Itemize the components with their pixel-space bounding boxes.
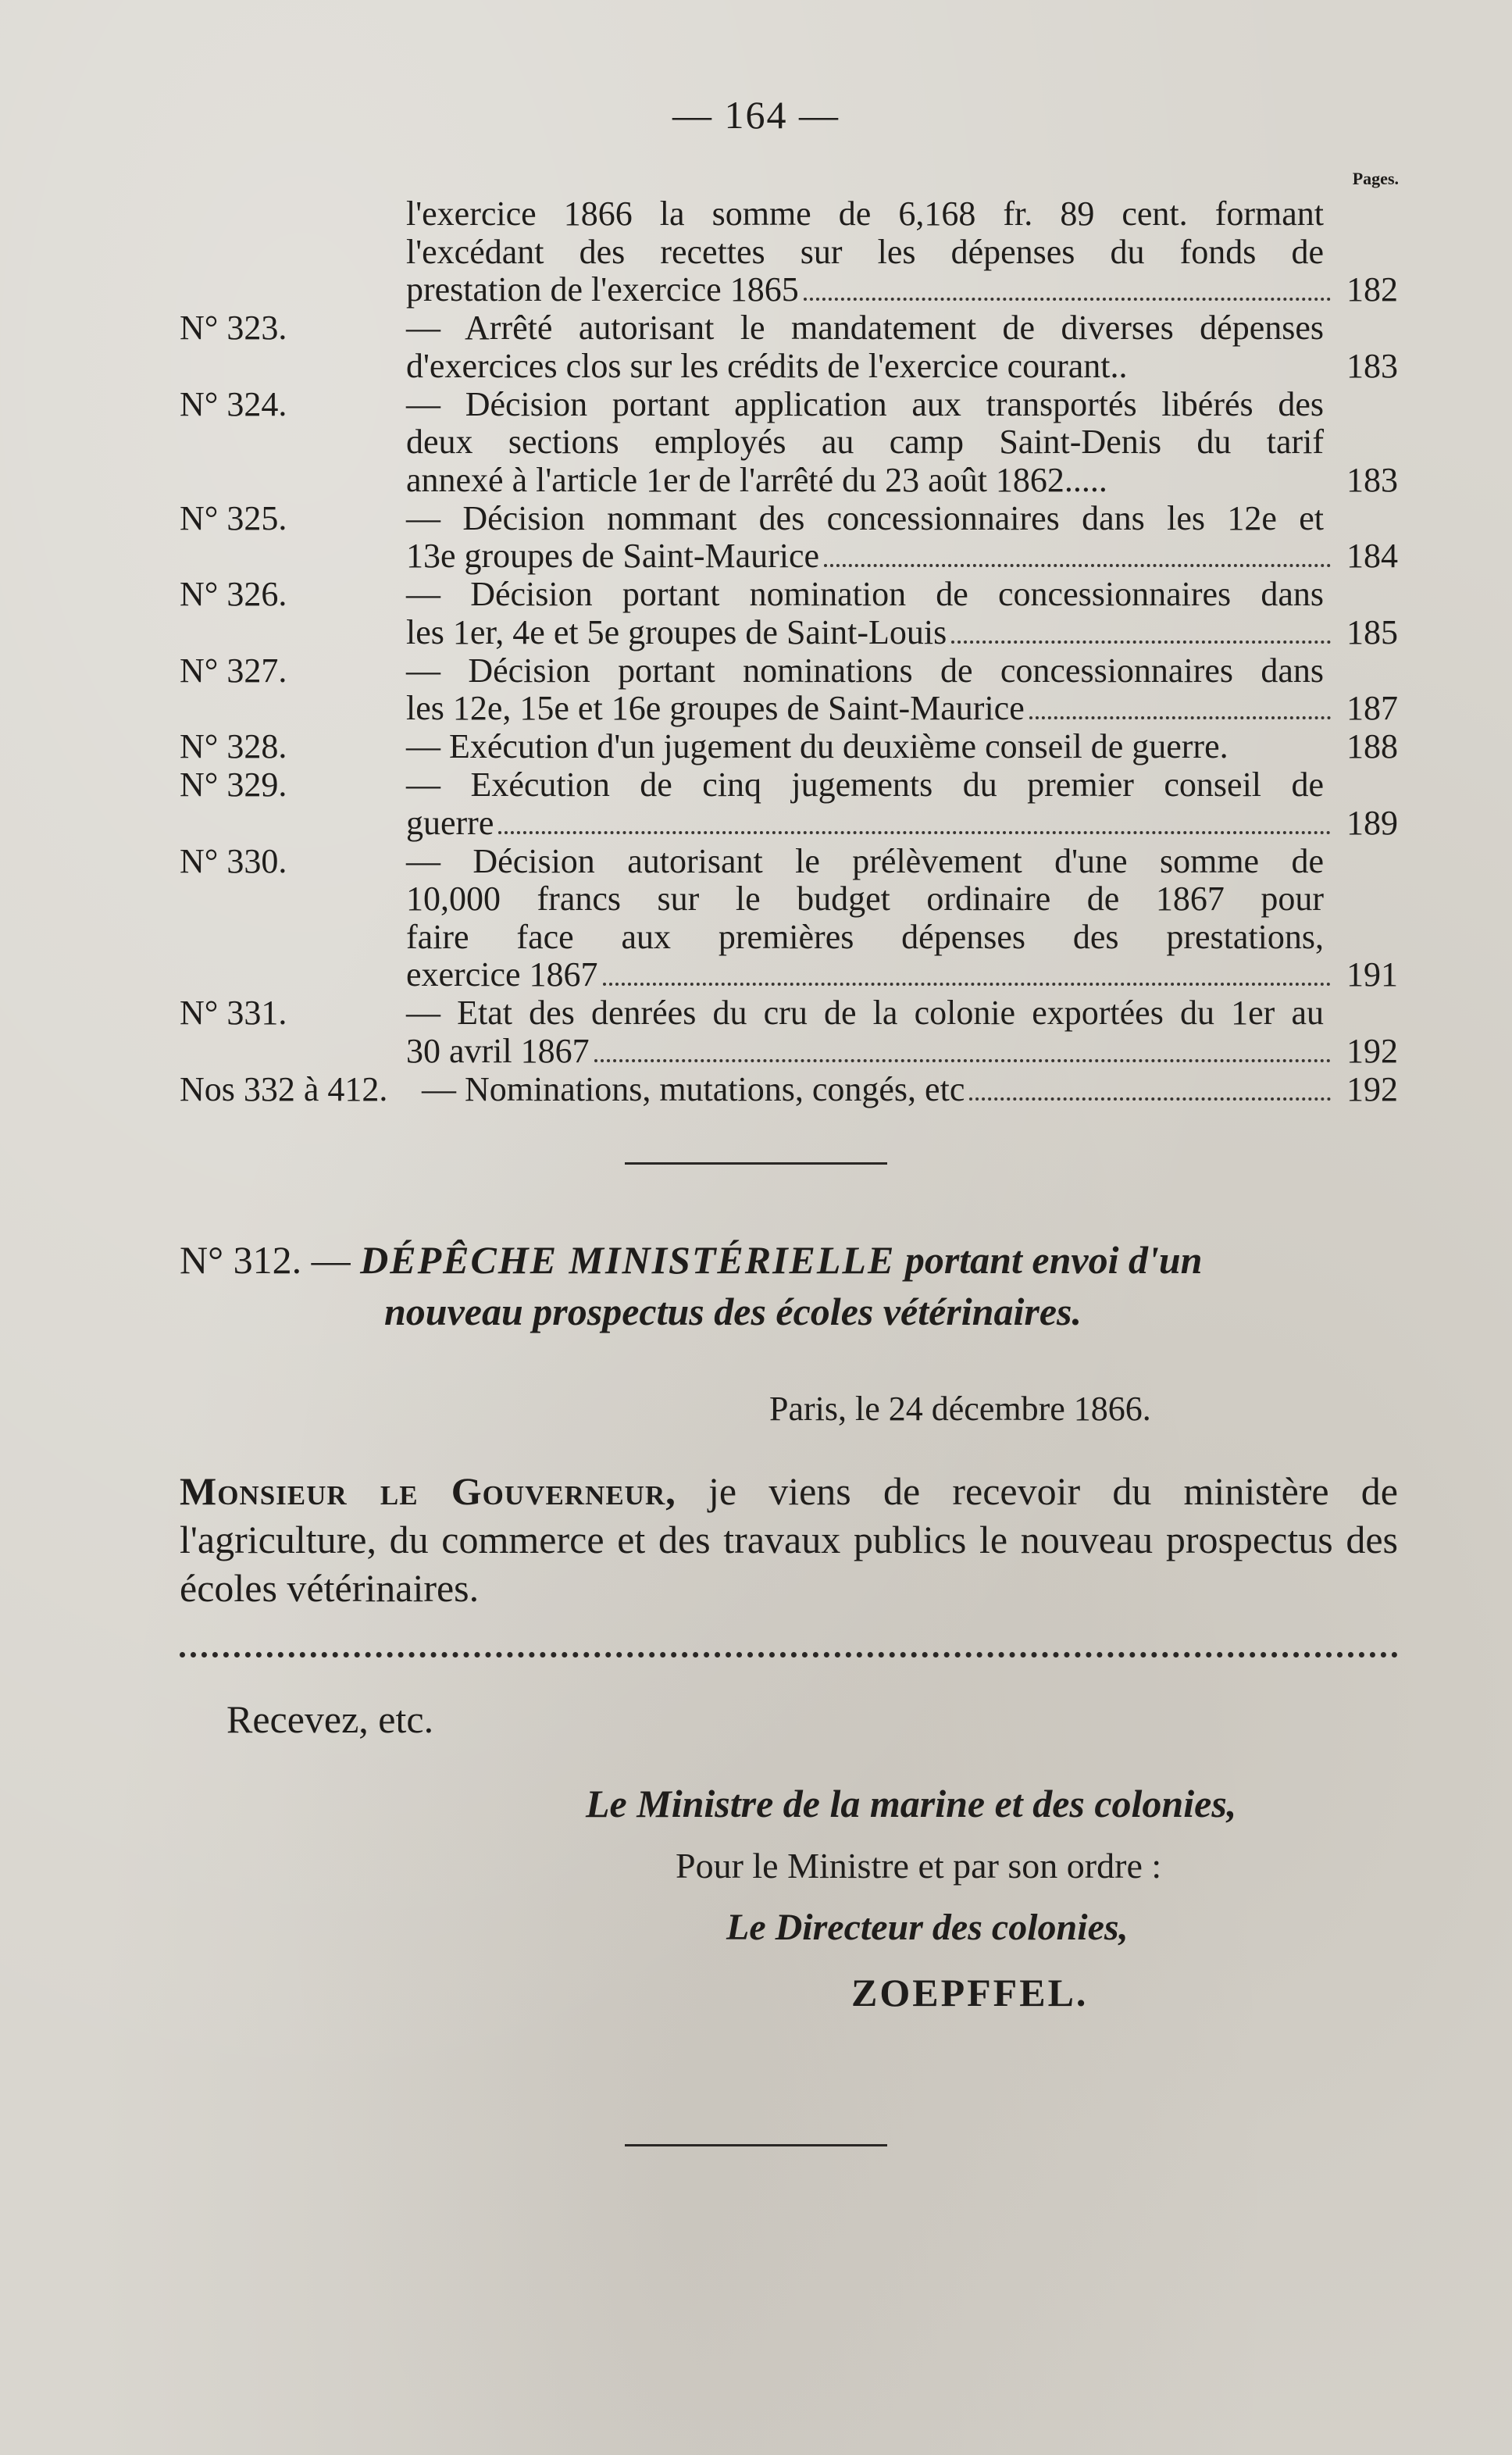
toc-line-text: exercice 1867 xyxy=(406,955,598,994)
divider-rule-bottom xyxy=(625,2144,887,2146)
dot-leader xyxy=(804,298,1331,301)
table-of-contents xyxy=(180,195,1398,1109)
toc-page-number: 183 xyxy=(1346,346,1398,385)
heading-dash: — xyxy=(311,1238,351,1282)
toc-entry-line: l'excédant des recettes sur les dépenses du fonds de xyxy=(406,232,1324,271)
toc-entry-number: N° 327. xyxy=(180,651,287,690)
toc-page-number: 184 xyxy=(1346,537,1398,575)
document-subtitle: nouveau prospectus des écoles vétérinaires. xyxy=(384,1290,1082,1333)
toc-entry xyxy=(180,728,1398,766)
toc-entry xyxy=(180,195,1398,309)
toc-entry xyxy=(180,766,1398,843)
toc-entry-line: — Exécution de cinq jugements du premier conseil de xyxy=(406,765,1324,804)
dot-leader xyxy=(1233,755,1331,758)
toc-page-number: 188 xyxy=(1346,727,1398,765)
toc-line-text: — Nominations, mutations, congés, etc xyxy=(422,1069,965,1108)
toc-entry-line: faire face aux premières dépenses des prestations, xyxy=(406,917,1324,956)
toc-line-text: les 12e, 15e et 16e groupes de Saint-Maurice xyxy=(406,689,1025,727)
toc-entry-body xyxy=(406,994,1398,1071)
document-heading xyxy=(180,1234,1398,1337)
document-number: N° 312. xyxy=(180,1238,302,1282)
toc-entry-line xyxy=(406,537,1398,576)
toc-entry-line: — Décision portant nomination de concessionnaires dans xyxy=(406,575,1324,613)
toc-entry-line: — Arrêté autorisant le mandatement de diverses dépenses xyxy=(406,309,1324,347)
toc-line-text: annexé à l'article 1er de l'arrêté du 23 août 1862..... xyxy=(406,460,1107,499)
toc-line-text: prestation de l'exercice 1865 xyxy=(406,270,799,309)
order-line: Pour le Ministre et par son ordre : xyxy=(676,1846,1162,1886)
page-number: — 164 — xyxy=(672,93,840,137)
dot-leader xyxy=(951,641,1331,644)
toc-entry xyxy=(180,843,1398,995)
toc-entry-body xyxy=(406,728,1398,766)
toc-entry-line xyxy=(406,805,1398,843)
toc-entry-body xyxy=(406,195,1398,309)
toc-entry-body xyxy=(406,843,1398,995)
signature-name: ZOEPFFEL. xyxy=(851,1971,1089,2014)
omission-dots xyxy=(180,1643,1398,1657)
toc-entry-number: N° 331. xyxy=(180,994,287,1032)
toc-entry-line xyxy=(406,462,1398,500)
dot-leader xyxy=(1132,374,1331,377)
toc-line-text: d'exercices clos sur les crédits de l'exercice courant.. xyxy=(406,346,1128,385)
letter-text: je viens de recevoir du ministère de l'agriculture, du commerce et des travaux publics le nouveau prospectus des écoles vétérinaires. xyxy=(180,1469,1398,1610)
document-title-rest: portant envoi d'un xyxy=(904,1238,1203,1282)
toc-page-number: 182 xyxy=(1346,270,1398,309)
dot-leader xyxy=(824,564,1331,567)
dateline: Paris, le 24 décembre 1866. xyxy=(769,1390,1151,1428)
toc-entry-body xyxy=(406,500,1398,576)
toc-entry-body xyxy=(406,576,1398,652)
toc-entry-line xyxy=(406,271,1398,309)
dot-leader xyxy=(498,831,1331,834)
toc-entry xyxy=(180,1071,1398,1109)
document-title: DÉPÊCHE MINISTÉRIELLE xyxy=(360,1238,896,1282)
toc-entry-line xyxy=(406,348,1398,386)
divider-rule xyxy=(625,1162,887,1165)
toc-entry-line: — Etat des denrées du cru de la colonie exportées du 1er au xyxy=(406,994,1324,1032)
toc-line-text: guerre xyxy=(406,803,494,842)
toc-page-number: 192 xyxy=(1346,1069,1398,1108)
toc-entry-number: N° 329. xyxy=(180,765,287,804)
toc-entry-line xyxy=(406,956,1398,994)
letter-body xyxy=(180,1467,1398,1612)
toc-entry xyxy=(180,309,1398,386)
toc-line-text: 13e groupes de Saint-Maurice xyxy=(406,537,820,575)
toc-entry-line xyxy=(406,728,1398,766)
toc-entry xyxy=(180,386,1398,500)
dot-leader xyxy=(1029,716,1331,719)
dot-leader xyxy=(594,1059,1331,1062)
toc-line-text: 30 avril 1867 xyxy=(406,1031,590,1070)
toc-entry-line: — Décision portant application aux transportés libérés des xyxy=(406,384,1324,423)
dot-leader xyxy=(969,1097,1331,1101)
toc-entry-line xyxy=(406,690,1398,728)
toc-entry xyxy=(180,576,1398,652)
toc-entry-line: — Décision nommant des concessionnaires dans les 12e et xyxy=(406,498,1324,537)
pages-column-label: Pages. xyxy=(1352,169,1399,188)
toc-entry xyxy=(180,994,1398,1071)
toc-page-number: 185 xyxy=(1346,612,1398,651)
toc-entry-number: N° 324. xyxy=(180,384,287,423)
toc-entry xyxy=(180,652,1398,729)
toc-line-text: les 1er, 4e et 5e groupes de Saint-Louis xyxy=(406,612,947,651)
toc-entry-body xyxy=(406,766,1398,843)
toc-entry-line: — Décision autorisant le prélèvement d'une somme de xyxy=(406,841,1324,880)
toc-entry-line: deux sections employés au camp Saint-Denis du tarif xyxy=(406,423,1324,461)
toc-entry-number: N° 325. xyxy=(180,498,287,537)
toc-entry-body xyxy=(422,1071,1398,1109)
salutation: Monsieur le Gouverneur, xyxy=(180,1469,676,1513)
toc-entry-body xyxy=(406,652,1398,729)
closing: Recevez, etc. xyxy=(226,1697,434,1741)
toc-entry-number: N° 326. xyxy=(180,575,287,613)
toc-page-number: 189 xyxy=(1346,803,1398,842)
toc-entry xyxy=(180,500,1398,576)
toc-page-number: 187 xyxy=(1346,689,1398,727)
toc-entry-line: — Décision portant nominations de concessionnaires dans xyxy=(406,651,1324,690)
toc-entry-line xyxy=(422,1071,1398,1109)
toc-page-number: 192 xyxy=(1346,1031,1398,1070)
toc-entry-number: N° 328. xyxy=(180,727,287,765)
toc-entry-line xyxy=(406,1033,1398,1071)
toc-entry-body xyxy=(406,386,1398,500)
toc-entry-number: N° 323. xyxy=(180,309,287,347)
toc-line-text: — Exécution d'un jugement du deuxième conseil de guerre. xyxy=(406,727,1228,765)
toc-entry-number: Nos 332 à 412. xyxy=(180,1069,388,1108)
signatory-title: Le Ministre de la marine et des colonies, xyxy=(586,1782,1237,1825)
toc-entry-number: N° 330. xyxy=(180,841,287,880)
director-title: Le Directeur des colonies, xyxy=(726,1907,1129,1948)
toc-entry-line: l'exercice 1866 la somme de 6,168 fr. 89 cent. formant xyxy=(406,194,1324,233)
toc-entry-line xyxy=(406,614,1398,652)
toc-page-number: 191 xyxy=(1346,955,1398,994)
dot-leader xyxy=(1112,488,1331,491)
toc-entry-body xyxy=(406,309,1398,386)
toc-page-number: 183 xyxy=(1346,460,1398,499)
toc-entry-line: 10,000 francs sur le budget ordinaire de 1867 pour xyxy=(406,880,1324,918)
dot-leader xyxy=(603,983,1331,986)
